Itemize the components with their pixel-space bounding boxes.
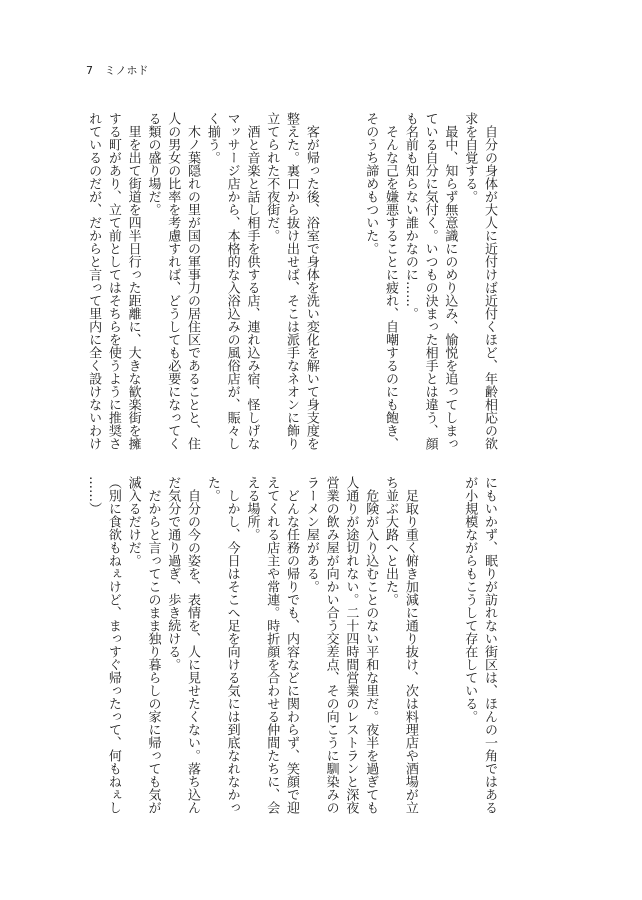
text-column: も名前も知らない誰かなのに……。: [402, 112, 418, 320]
text-column: ……）: [86, 476, 102, 515]
text-column: にもいかず、眠りが訪れない街区は、ほんの一角ではある: [482, 476, 497, 814]
text-column: （別に食欲もねぇけど、まっすぐ帰ったって、何もねぇし: [105, 476, 121, 814]
text-column: 客が帰った後、浴室で身体を洗い変化を解いて身支度を: [303, 112, 319, 450]
text-column: する町があり、立て前としてはそちらを使うように推奨さ: [105, 112, 121, 450]
text-column: く揃う。: [204, 112, 220, 164]
upper-text-block: [83, 112, 499, 452]
text-column: 立てられた不夜街だ。: [264, 112, 280, 242]
scene-break: [440, 476, 460, 816]
text-column: 里を出て街道を四半日行った距離に、大きな歓楽街を擁: [125, 112, 141, 450]
text-column: だからと言ってこのまま独り暮らしの家に帰っても気が: [145, 476, 161, 814]
text-column: 求を自覚する。: [462, 112, 478, 203]
text-column: る類の盛り場だ。: [145, 112, 161, 216]
text-column: 危険が入り込むことのない平和な里だ。夜半を過ぎても: [363, 476, 379, 814]
text-column: そのうち諦めもついた。: [363, 112, 379, 255]
scene-break: [321, 112, 341, 452]
text-column: 営業の飲み屋が向かい合う交差点、その向こうに馴染みの: [323, 476, 339, 814]
text-column: 滅入るだけだ。: [125, 476, 141, 567]
text-column: 自分の今の姿を、表情を、人に見せたくない。落ち込ん: [185, 476, 201, 814]
page-number: 7: [86, 64, 93, 77]
scene-break: [420, 476, 440, 816]
text-column: 酒と音楽と話し相手を供する店、連れ込み宿、怪しげな: [244, 112, 260, 450]
text-column: 自分の身体が大人に近付けば近付くほど、年齢相応の欲: [482, 112, 497, 450]
text-column: 人の男女の比率を考慮すれば、どうしても必要になってく: [165, 112, 181, 450]
text-column: どんな任務の帰りでも、内容などに関わらず、笑顔で迎: [284, 476, 300, 814]
lower-text-block: [83, 476, 499, 816]
text-column: ている自分に気付く。いつもの決まった相手とは違う、顔: [422, 112, 438, 450]
text-column: マッサージ店から、本格的な入浴込みの風俗店が、賑々し: [224, 112, 240, 450]
text-column: だ気分で通り過ぎ、歩き続ける。: [165, 476, 181, 671]
text-column: た。: [204, 476, 220, 502]
text-column: れているのだが、だからと言って里内に全く設けないわけ: [86, 112, 102, 450]
text-column: ち並ぶ大路へと出た。: [383, 476, 399, 606]
text-column: 足取り重く俯き加減に通り抜け、次は料理店や酒場が立: [402, 476, 418, 814]
running-title: ミノホド: [104, 64, 149, 77]
running-header: [86, 64, 149, 78]
text-column: 整えた。裏口から抜け出せば、そこは派手なネオンに飾り: [284, 112, 300, 450]
text-column: が小規模ながらもこうして存在している。: [462, 476, 478, 723]
text-column: 最中、知らず無意識にのめり込み、愉悦を追ってしまっ: [442, 112, 458, 450]
text-column: 人通りが途切れない。二十四時間営業のレストランと深夜: [343, 476, 359, 814]
text-column: 木ノ葉隠れの里が国の軍事力の居住区であることと、住: [185, 112, 201, 450]
text-column: えてくれる店主や常連。時折顔を合わせる仲間たちに、会: [264, 476, 280, 814]
scene-break: [341, 112, 361, 452]
text-column: そんな己を嫌悪することに疲れ、自嘲するのにも飽き、: [383, 112, 399, 450]
text-column: しかし、今日はそこへ足を向ける気には到底なれなかっ: [224, 476, 240, 814]
text-column: ラーメン屋がある。: [303, 476, 319, 593]
text-column: える場所。: [244, 476, 260, 541]
